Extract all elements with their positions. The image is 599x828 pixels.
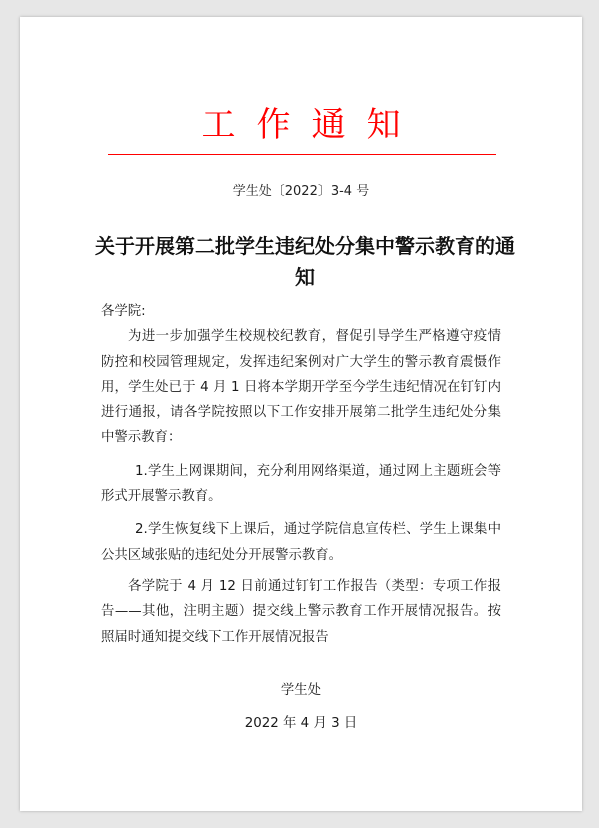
list-item-2: 2.学生恢复线下上课后，通过学院信息宣传栏、学生上课集中公共区域张贴的违纪处分开展警示教育。 — [101, 522, 501, 563]
issue-date: 2022 年 4 月 3 日 — [244, 716, 358, 731]
list-item-1: 1.学生上网课期间，充分利用网络渠道，通过网上主题班会等形式开展警示教育。 — [101, 463, 501, 505]
notice-body — [101, 299, 501, 650]
document-page — [20, 17, 582, 811]
body-paragraph-2: 各学院于 4 月 12 日前通过钉钉工作报告（类型：专项工作报告——其他，注明主题）提交线上警示教育工作开展情况报告。按照届时通知提交线下工作开展情况报告 — [101, 578, 501, 645]
body-paragraph-1: 为进一步加强学生校规校纪教育，督促引导学生严格遵守疫情防控和校园管理规定，发挥违纪案例对广大学生的警示教育震慑作用，学生处已于 4 月 1 日将本学期开学至今学生违纪情况在钉钉内进行通报，请各学院按照以下工作安排开展第二批学生违纪处分集中警示教育： — [101, 329, 501, 446]
notice-title: 关于开展第二批学生违纪处分集中警示教育的通知 — [95, 234, 515, 289]
document-number: 学生处〔2022〕3-4 号 — [232, 184, 370, 199]
signature: 学生处 — [280, 683, 322, 698]
salutation: 各学院: — [101, 304, 146, 319]
notice-heading: 工作通知 — [201, 105, 422, 145]
red-divider-line — [108, 154, 496, 155]
